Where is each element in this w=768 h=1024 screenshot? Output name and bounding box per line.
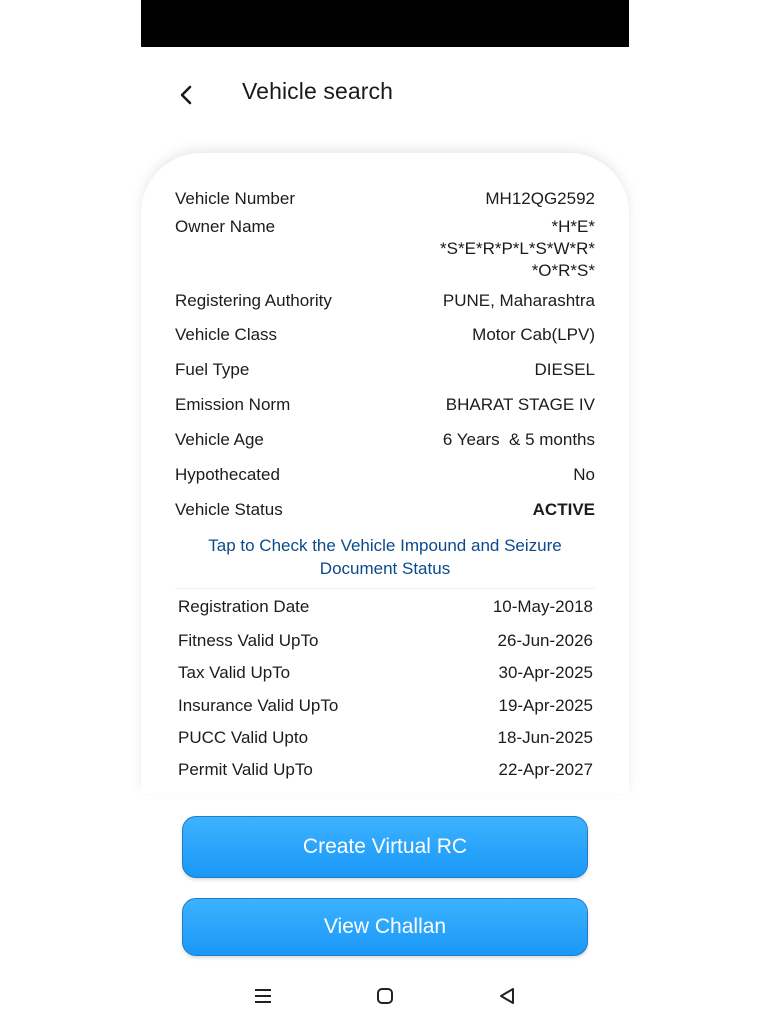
tax-valid-label: Tax Valid UpTo [178, 663, 291, 682]
page-title: Vehicle search [242, 78, 393, 104]
impound-link-line: Tap to Check the Vehicle Impound and Seizure [208, 536, 562, 555]
fuel-type-label: Fuel Type [175, 360, 250, 379]
vehicle-age-label: Vehicle Age [175, 430, 264, 449]
vehicle-status-label: Vehicle Status [175, 500, 283, 519]
registration-date-label: Registration Date [178, 597, 310, 616]
phone-screen [141, 0, 629, 1024]
row-vehicle-number [175, 188, 595, 210]
create-virtual-rc-button[interactable]: Create Virtual RC [182, 816, 588, 878]
vehicle-class-value: Motor Cab(LPV) [472, 325, 595, 344]
vehicle-number-value: MH12QG2592 [485, 189, 595, 208]
home-square-icon [376, 987, 394, 1005]
owner-name-value [375, 216, 595, 282]
owner-name-label: Owner Name [175, 217, 276, 236]
recent-apps-button[interactable] [249, 984, 277, 1008]
row-pucc-valid [178, 727, 593, 749]
row-tax-valid [178, 662, 593, 684]
view-challan-button[interactable]: View Challan [182, 898, 588, 956]
status-badge: ACTIVE [532, 500, 595, 519]
impound-status-link[interactable] [141, 534, 629, 580]
insurance-valid-value: 19-Apr-2025 [498, 696, 593, 715]
emission-norm-value: BHARAT STAGE IV [445, 395, 595, 414]
chevron-left-icon [179, 85, 193, 105]
row-insurance-valid [178, 695, 593, 717]
permit-valid-label: Permit Valid UpTo [178, 760, 313, 779]
pucc-valid-label: PUCC Valid Upto [178, 728, 309, 747]
system-nav-bar [141, 976, 629, 1016]
row-fitness-valid [178, 630, 593, 652]
hypothecated-value: No [573, 465, 595, 484]
emission-norm-label: Emission Norm [175, 395, 291, 414]
fitness-valid-label: Fitness Valid UpTo [178, 631, 319, 650]
back-button[interactable] [171, 80, 201, 110]
owner-name-line: *S*E*R*P*L*S*W*R* [440, 239, 595, 258]
impound-link-line: Document Status [319, 559, 451, 578]
vehicle-class-label: Vehicle Class [175, 325, 278, 344]
pucc-valid-value: 18-Jun-2025 [497, 728, 593, 747]
tax-valid-value: 30-Apr-2025 [498, 663, 593, 682]
vehicle-age-value: 6 Years & 5 months [442, 430, 595, 449]
home-button[interactable] [371, 984, 399, 1008]
fitness-valid-value: 26-Jun-2026 [497, 631, 593, 650]
registering-authority-value: PUNE, Maharashtra [442, 291, 595, 310]
row-registering-authority [175, 290, 595, 312]
row-registration-date [178, 596, 593, 618]
row-vehicle-status [175, 499, 595, 521]
owner-name-line: *H*E* [551, 217, 595, 236]
row-vehicle-class [175, 324, 595, 346]
row-emission-norm [175, 394, 595, 416]
fuel-type-value: DIESEL [534, 360, 595, 379]
row-vehicle-age [175, 429, 595, 451]
insurance-valid-label: Insurance Valid UpTo [178, 696, 339, 715]
vehicle-number-label: Vehicle Number [175, 189, 296, 208]
hypothecated-label: Hypothecated [175, 465, 280, 484]
triangle-back-icon [498, 987, 516, 1005]
menu-lines-icon [254, 988, 272, 1004]
row-permit-valid [178, 759, 593, 781]
row-hypothecated [175, 464, 595, 486]
status-bar [141, 0, 629, 47]
row-owner-name [175, 216, 595, 282]
registering-authority-label: Registering Authority [175, 291, 332, 310]
app-header [141, 47, 629, 147]
registration-date-value: 10-May-2018 [492, 597, 593, 616]
nav-back-button[interactable] [493, 984, 521, 1008]
owner-name-line: *O*R*S* [531, 261, 595, 280]
permit-valid-value: 22-Apr-2027 [498, 760, 593, 779]
divider [175, 588, 595, 589]
row-fuel-type [175, 359, 595, 381]
